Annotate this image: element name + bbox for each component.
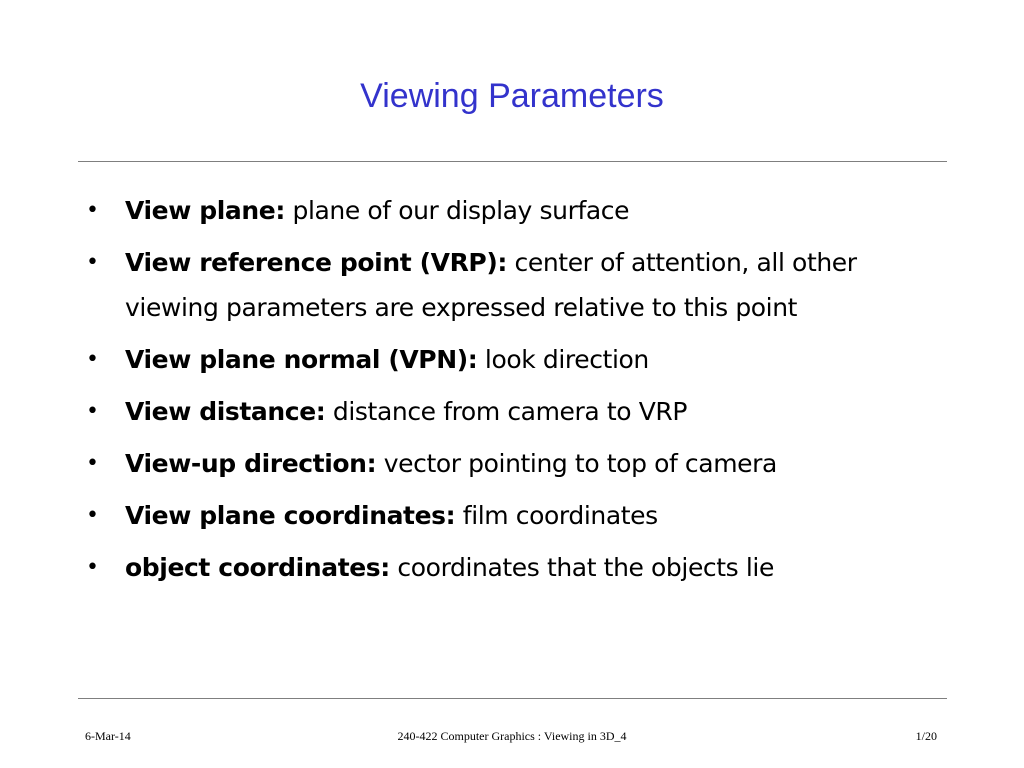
bullet-text: coordinates that the objects lie bbox=[389, 553, 774, 582]
bullet-term: View reference point (VRP): bbox=[125, 248, 507, 277]
bullet-text: distance from camera to VRP bbox=[325, 397, 688, 426]
footer-course-title: 240-422 Computer Graphics : Viewing in 3D_4 bbox=[397, 729, 627, 743]
footer-date: 6-Mar-14 bbox=[85, 729, 131, 743]
bullet-text: look direction bbox=[477, 345, 649, 374]
bullet-text: center of attention, all other viewing parameters are expressed relative to this point bbox=[125, 248, 857, 322]
bullet-term: View plane: bbox=[125, 196, 285, 225]
bullet-view-plane-coordinates bbox=[86, 493, 925, 538]
bullet-object-coordinates bbox=[86, 545, 925, 590]
bullet-view-plane-normal bbox=[86, 337, 925, 382]
bullet-icon: • bbox=[86, 198, 99, 223]
bullet-view-up-direction bbox=[86, 441, 925, 486]
footer-page-number: 1/20 bbox=[915, 729, 937, 743]
bullet-view-distance bbox=[86, 389, 925, 434]
bullet-icon: • bbox=[86, 399, 99, 424]
bullet-icon: • bbox=[86, 503, 99, 528]
title-divider bbox=[78, 161, 947, 162]
bullet-term: View plane normal (VPN): bbox=[125, 345, 478, 374]
bullet-icon: • bbox=[86, 250, 99, 275]
bullet-icon: • bbox=[86, 451, 99, 476]
bullet-text: plane of our display surface bbox=[284, 196, 630, 225]
bullet-text: vector pointing to top of camera bbox=[376, 449, 777, 478]
slide-title: Viewing Parameters bbox=[360, 77, 664, 115]
bullet-term: object coordinates: bbox=[125, 553, 390, 582]
bullet-text: film coordinates bbox=[455, 501, 658, 530]
bullet-term: View distance: bbox=[125, 397, 326, 426]
bullet-icon: • bbox=[86, 555, 99, 580]
bullet-term: View plane coordinates: bbox=[125, 501, 456, 530]
bullet-icon: • bbox=[86, 347, 99, 372]
bullet-term: View-up direction: bbox=[125, 449, 377, 478]
footer-divider bbox=[78, 698, 947, 699]
bullet-view-plane bbox=[86, 188, 925, 233]
bullet-list bbox=[86, 188, 925, 597]
bullet-view-reference-point bbox=[86, 240, 925, 330]
